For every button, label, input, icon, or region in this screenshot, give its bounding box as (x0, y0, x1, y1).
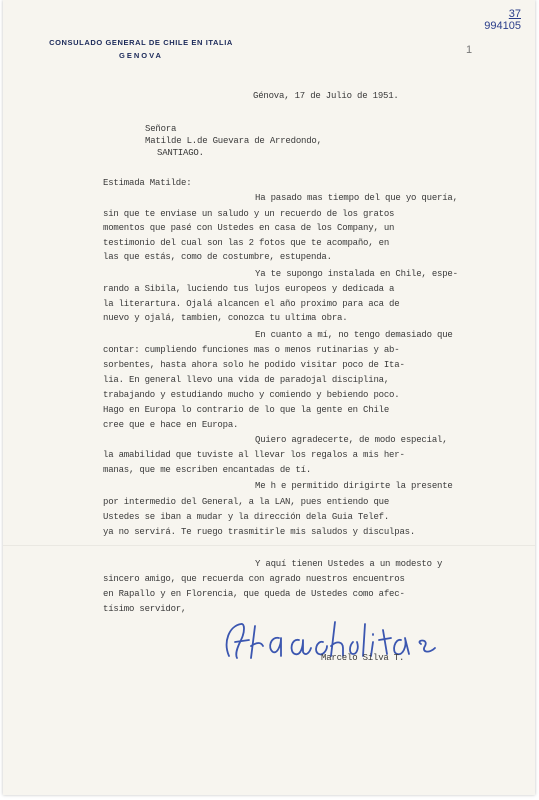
recipient-line: SANTIAGO. (157, 148, 204, 158)
letter-line: rando a Sibila, luciendo tus lujos europeos y dedicada a (103, 284, 395, 294)
letterhead-line1: CONSULADO GENERAL DE CHILE EN ITALIA (49, 38, 233, 47)
letter-line: Y aquí tienen Ustedes a un modesto y (255, 559, 443, 569)
letter-line: En cuanto a mí, no tengo demasiado que (255, 330, 453, 340)
letter-line: la amabilidad que tuviste al llevar los regalos a mis her- (103, 450, 405, 460)
archive-number-bottom: 994105 (484, 20, 521, 32)
letter-line: Ya te supongo instalada en Chile, espe- (255, 269, 458, 279)
paper-fold (3, 545, 535, 546)
salutation: Estimada Matilde: (103, 178, 192, 188)
letter-line: cree que e hace en Europa. (103, 420, 239, 430)
letter-line: Hago en Europa lo contrario de lo que la gente en Chile (103, 405, 390, 415)
archive-mark: 1 (466, 44, 473, 56)
signatory-name: Marcelo Silva T. (321, 653, 405, 663)
letter-line: sincero amigo, que recuerda con agrado nuestros encuentros (103, 574, 405, 584)
letter-line: por intermedio del General, a la LAN, pues entiendo que (103, 497, 390, 507)
letter-line: las que estás, como de costumbre, estupenda. (103, 252, 332, 262)
letter-line: lia. En general llevo una vida de paradojal disciplina, (103, 375, 390, 385)
letter-line: trabajando y estudiando mucho y comiendo y bebiendo poco. (103, 390, 400, 400)
letter-line: contar: cumpliendo funciones mas o menos rutinarias y ab- (103, 345, 400, 355)
letter-line: la literartura. Ojalá alcancen el año proximo para aca de (103, 299, 400, 309)
letter-line: Quiero agradecerte, de modo especial, (255, 435, 448, 445)
letter-line: momentos que pasé con Ustedes en casa de los Company, un (103, 223, 395, 233)
letter-line: en Rapallo y en Florencia, que queda de Ustedes como afec- (103, 589, 405, 599)
letter-page (3, 0, 535, 795)
letter-line: sorbentes, hasta ahora solo he podido visitar poco de Ita- (103, 360, 405, 370)
recipient-line: Matilde L.de Guevara de Arredondo, (145, 136, 322, 146)
letter-line: Ustedes se iban a mudar y la dirección dela Guia Telef. (103, 512, 390, 522)
letter-line: Me h e permitido dirigirte la presente (255, 481, 453, 491)
archive-number (484, 8, 521, 32)
letter-line: Ha pasado mas tiempo del que yo quería, (255, 193, 458, 203)
letter-line: ya no servirá. Te ruego trasmitirle mis saludos y disculpas. (103, 527, 416, 537)
letter-line: tísimo servidor, (103, 604, 187, 614)
letterhead-line2: GENOVA (119, 51, 163, 60)
recipient-line: Señora (145, 124, 177, 134)
letter-line: sin que te enviase un saludo y un recuerdo de los gratos (103, 209, 395, 219)
letter-line: nuevo y ojalá, tambien, conozca tu ultima obra. (103, 313, 348, 323)
letter-line: manas, que me escriben encantadas de tí. (103, 465, 312, 475)
letter-date: Génova, 17 de Julio de 1951. (253, 91, 399, 101)
letterhead (41, 38, 241, 60)
letter-line: testimonio del cual son las 2 fotos que te acompaño, en (103, 238, 390, 248)
archive-number-top: 37 (508, 8, 521, 20)
